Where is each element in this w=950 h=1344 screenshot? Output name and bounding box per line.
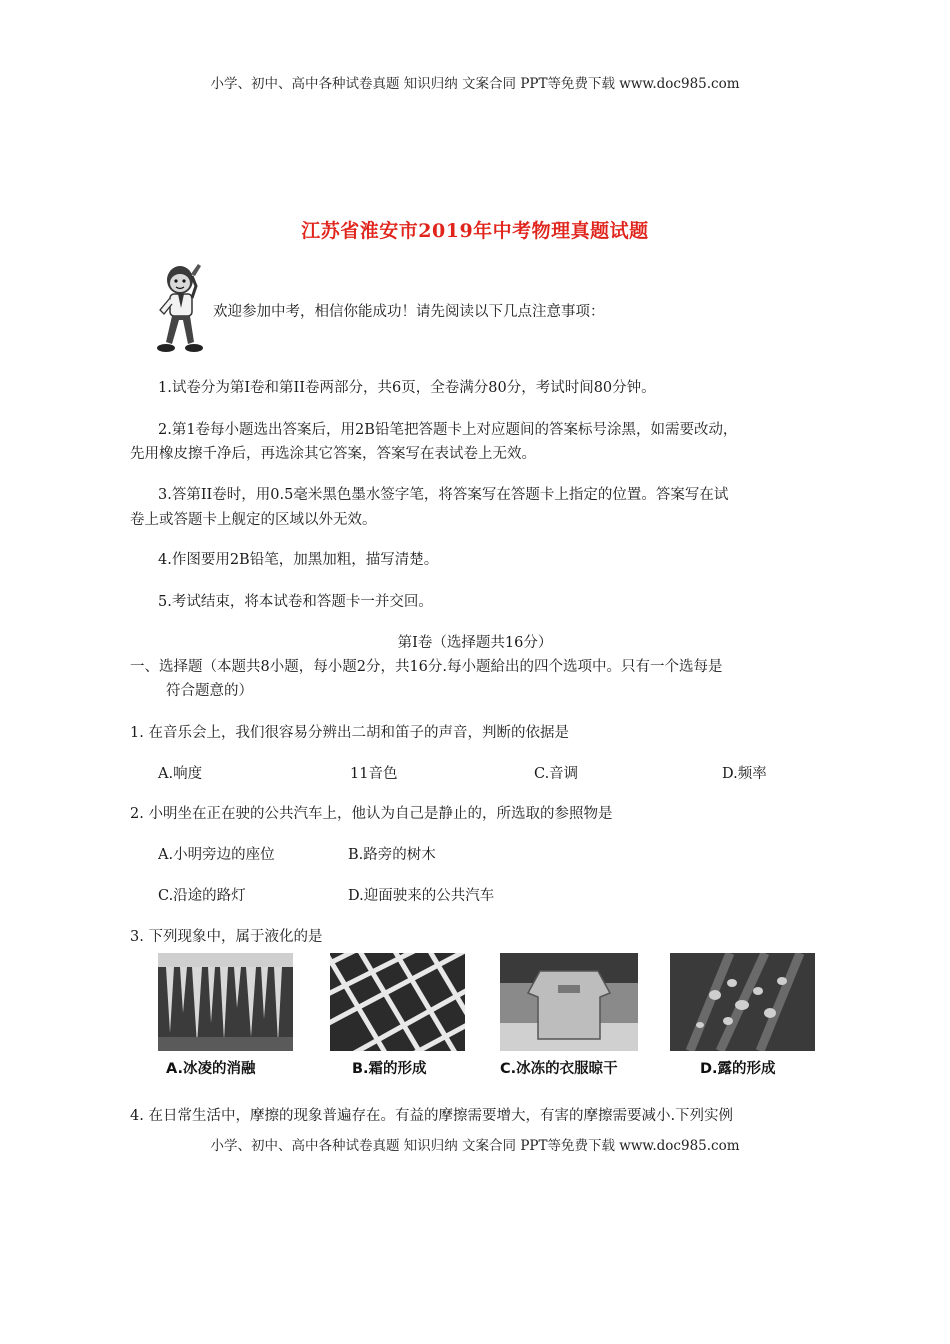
note-3-line1: 3.答第II卷时，用0.5毫米黑色墨水签字笔，将答案写在答题卡上指定的位置。答案写在试 <box>158 487 729 503</box>
q2-option-c: C.沿途的路灯 <box>158 888 246 904</box>
question-4-stem: 4. 在日常生活中，摩擦的现象普遍存在。有益的摩擦需要增大，有害的摩擦需要减小.下列实例 <box>130 1108 734 1124</box>
q2-option-a: A.小明旁边的座位 <box>158 847 275 863</box>
q1-option-b: 11音色 <box>350 766 398 782</box>
page-header: 小学、初中、高中各种试卷真题 知识归纳 文案合同 PPT等免费下载 www.doc985.com <box>210 76 740 92</box>
question-2-stem: 2. 小明坐在正在驶的公共汽车上，他认为自己是静止的，所选取的参照物是 <box>130 806 613 822</box>
note-5: 5.考试结束，将本试卷和答题卡一并交回。 <box>158 594 433 610</box>
note-2-line2: 先用橡皮擦千净后，再选涂其它答案，答案写在表试卷上无效。 <box>130 446 536 462</box>
page-footer: 小学、初中、高中各种试卷真题 知识归纳 文案合同 PPT等免费下载 www.doc985.com <box>210 1138 740 1154</box>
frost-photo <box>330 953 465 1051</box>
q1-option-a: A.响度 <box>158 766 203 782</box>
q1-option-c: C.音调 <box>534 766 579 782</box>
note-3-line2: 卷上或答题卡上舰定的区域以外无效。 <box>130 512 377 528</box>
q1-option-d: D.频率 <box>722 766 767 782</box>
q3-figure-d <box>670 953 815 1083</box>
question-1-stem: 1. 在音乐会上，我们很容易分辨出二胡和笛子的声音，判断的依据是 <box>130 725 569 741</box>
frozen-clothes-photo <box>500 953 638 1051</box>
note-4: 4.作图要用2B铅笔，加黑加粗，描写清楚。 <box>158 552 439 568</box>
page-title: 江苏省淮安市2019年中考物理真题试题 <box>301 220 649 242</box>
dew-photo <box>670 953 815 1051</box>
note-2-line1: 2.第1卷每小题选出答案后，用2B铅笔把答题卡上对应题间的答案标号涂黑，如需要改动， <box>158 422 738 438</box>
icicle-photo <box>158 953 293 1051</box>
q3-caption-b: B.霜的形成 <box>352 1061 427 1077</box>
q3-caption-c: C.冰冻的衣服晾干 <box>500 1061 618 1077</box>
q3-caption-a: A.冰凌的消融 <box>166 1061 256 1077</box>
cartoon-student-illustration <box>150 262 210 354</box>
q3-figure-a <box>158 953 293 1083</box>
section-intro-line2: 符合题意的） <box>166 683 253 699</box>
note-1: 1.试卷分为第I卷和第II卷两部分，共6页，全卷满分80分，考试时间80分钟。 <box>158 380 656 396</box>
q3-figure-c <box>500 953 640 1083</box>
welcome-text: 欢迎参加中考，相信你能成功！请先阅读以下几点注意事项： <box>213 304 605 320</box>
q2-option-d: D.迎面驶来的公共汽车 <box>348 888 495 904</box>
q3-caption-d: D.露的形成 <box>700 1061 776 1077</box>
section-heading: 第I卷（选择题共16分） <box>397 635 553 651</box>
q3-figure-b <box>330 953 465 1083</box>
section-intro-line1: 一、选择题（本题共8小题，每小题2分，共16分.每小题給出的四个选项中。只有一个选每是 <box>130 659 723 675</box>
question-3-stem: 3. 下列现象中，属于液化的是 <box>130 929 323 945</box>
q2-option-b: B.路旁的树木 <box>348 847 436 863</box>
